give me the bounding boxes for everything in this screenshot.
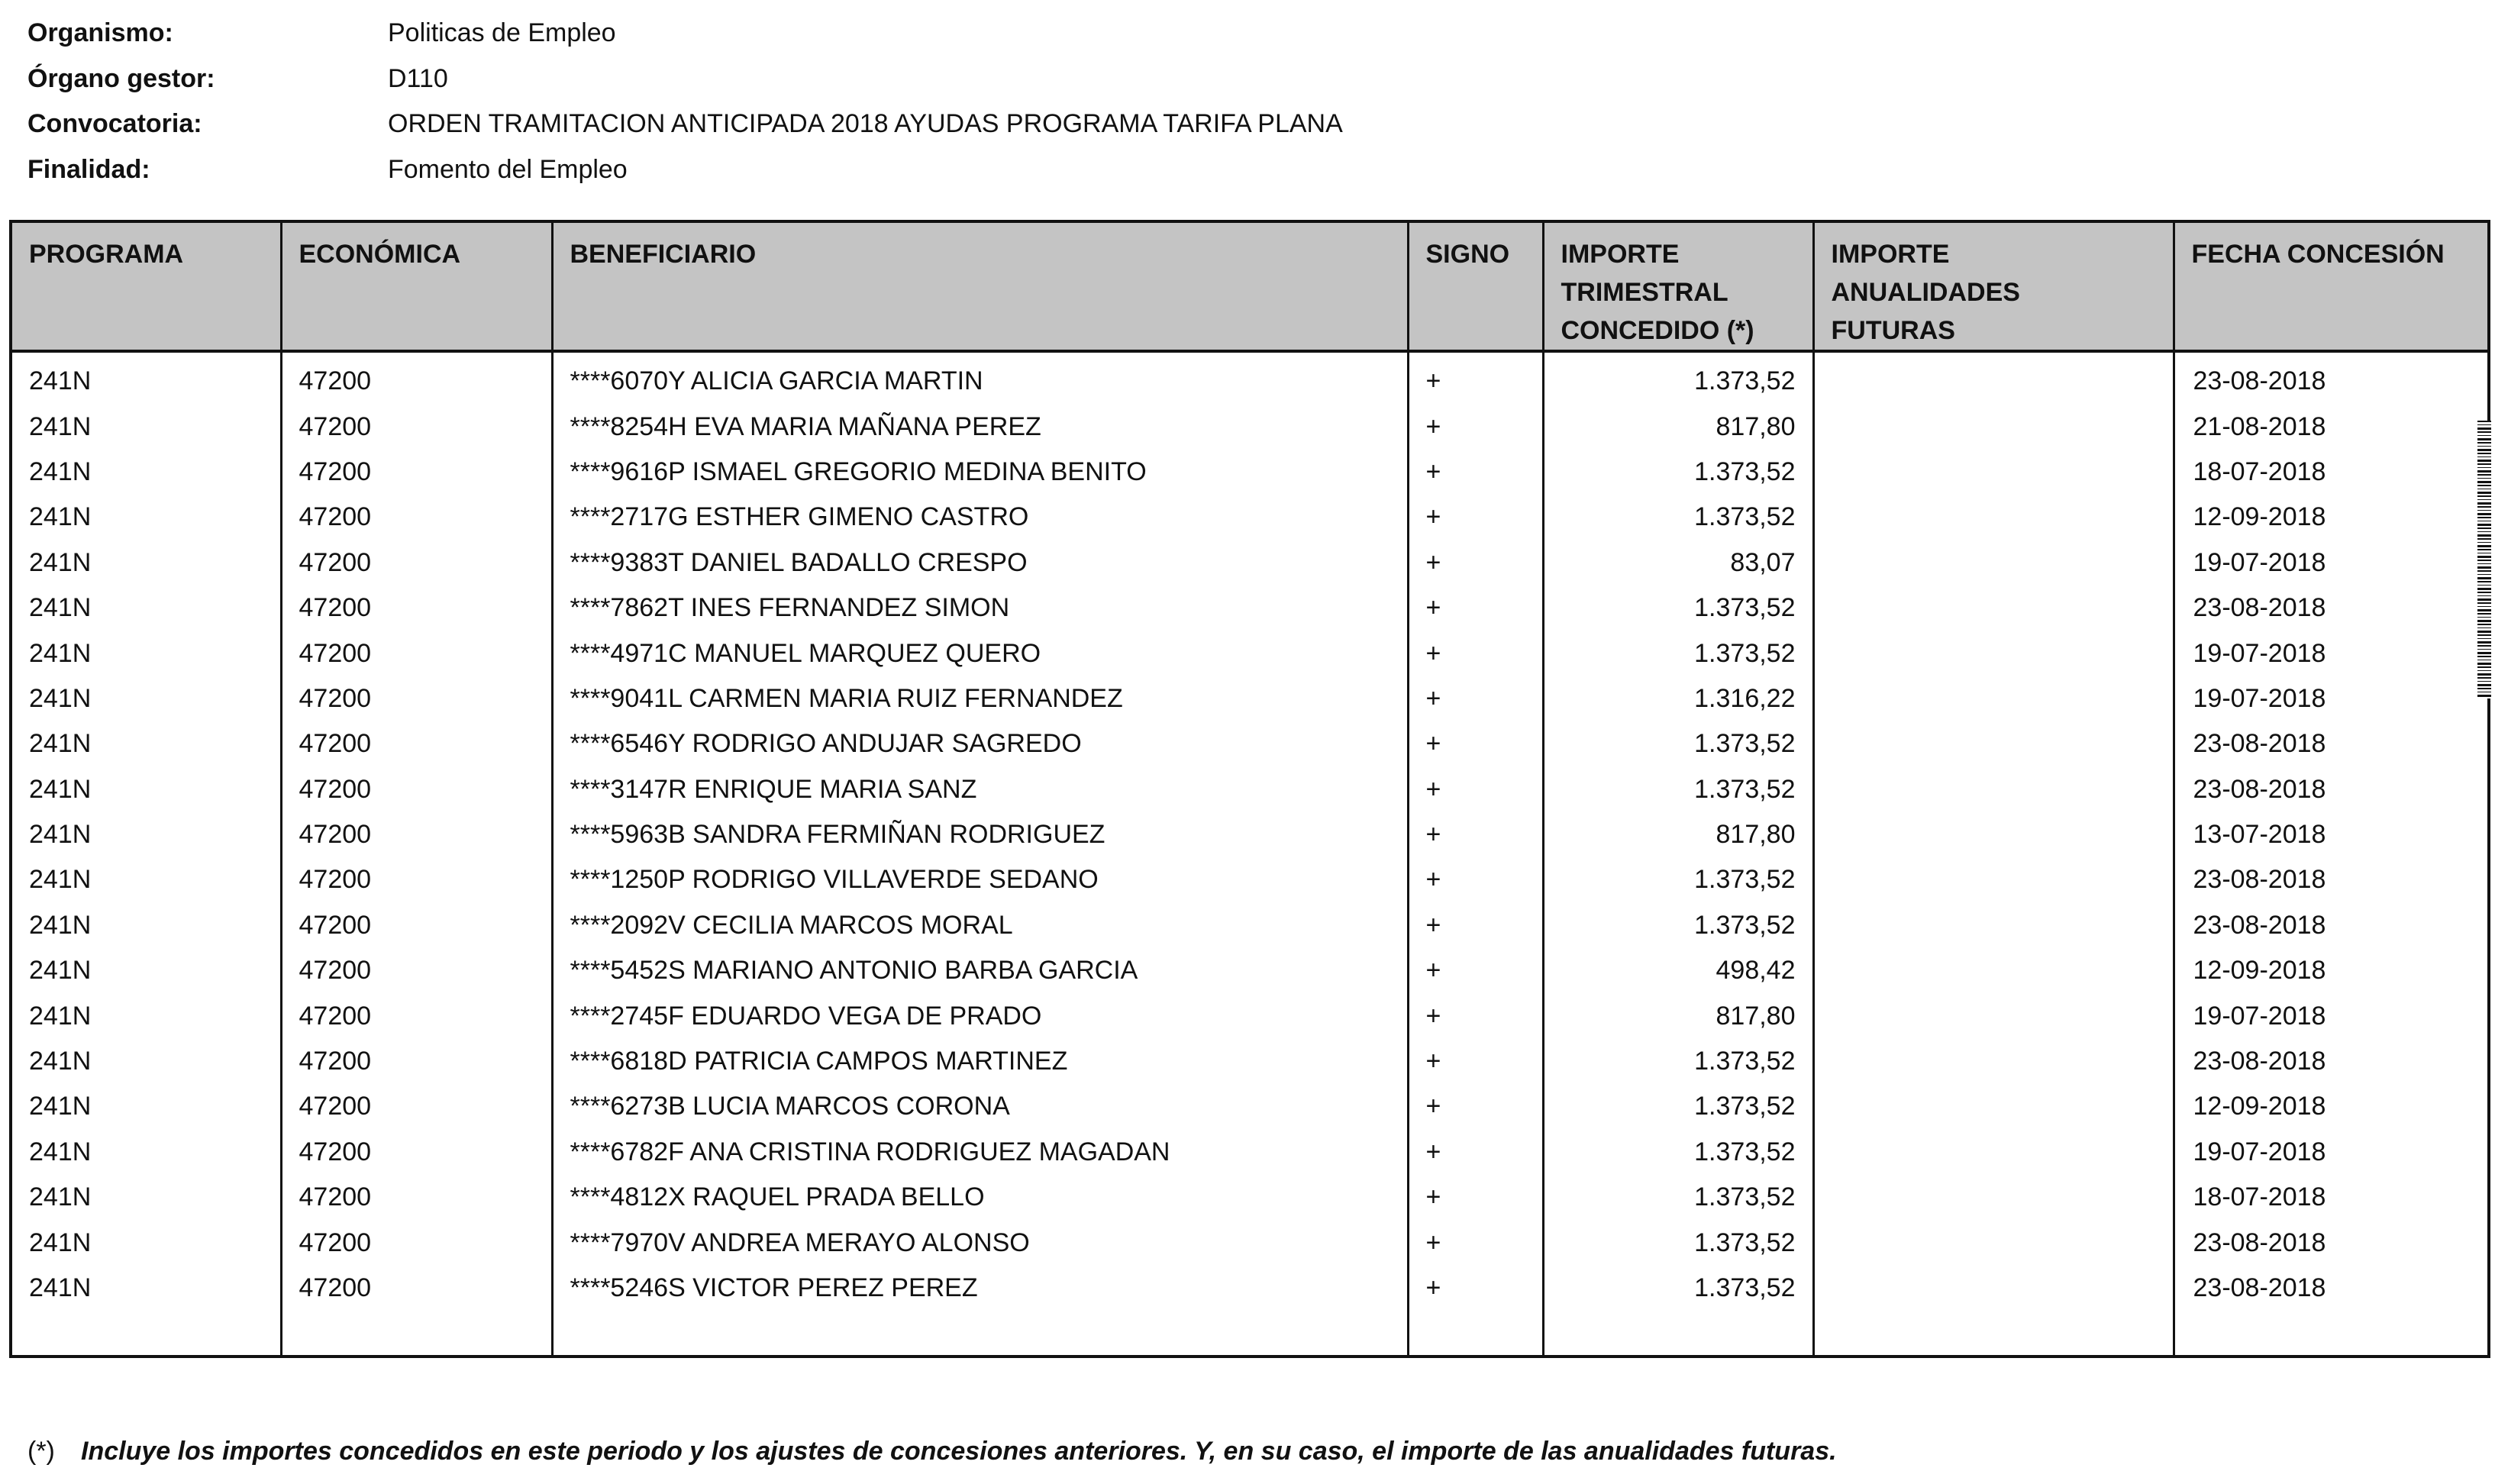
cell-importe: 817,80 xyxy=(1543,404,1813,449)
cell-signo: + xyxy=(1408,812,1543,857)
empty-cell xyxy=(11,1311,281,1357)
table-row xyxy=(11,903,2489,948)
cell-signo: + xyxy=(1408,351,1543,404)
cell-beneficiario: ****4812X RAQUEL PRADA BELLO xyxy=(552,1175,1408,1220)
cell-futuras xyxy=(1813,1220,2174,1265)
cell-economica: 47200 xyxy=(281,1220,552,1265)
cell-programa: 241N xyxy=(29,820,92,850)
cell-futuras xyxy=(1813,1175,2174,1220)
cell-fecha: 12-09-2018 xyxy=(2174,1084,2489,1129)
empty-cell xyxy=(1543,1311,1813,1357)
table-row xyxy=(11,1130,2489,1175)
cell-programa: 241N xyxy=(29,774,92,804)
cell-fecha: 23-08-2018 xyxy=(2174,351,2489,404)
cell-futuras xyxy=(1813,721,2174,766)
table-row xyxy=(11,450,2489,495)
cell-economica: 47200 xyxy=(281,903,552,948)
cell-economica: 47200 xyxy=(281,495,552,540)
cell-futuras xyxy=(1813,1039,2174,1084)
table-row xyxy=(11,1039,2489,1084)
cell-beneficiario: ****5963B SANDRA FERMIÑAN RODRIGUEZ xyxy=(552,812,1408,857)
cell-beneficiario: ****2745F EDUARDO VEGA DE PRADO xyxy=(552,993,1408,1038)
cell-beneficiario: ****2092V CECILIA MARCOS MORAL xyxy=(552,903,1408,948)
cell-programa: 241N xyxy=(29,1273,92,1302)
cell-economica: 47200 xyxy=(281,857,552,902)
cell-programa: 241N xyxy=(29,1228,92,1257)
table-row xyxy=(11,721,2489,766)
cell-futuras xyxy=(1813,495,2174,540)
cell-futuras xyxy=(1813,812,2174,857)
cell-fecha: 19-07-2018 xyxy=(2174,1130,2489,1175)
cell-importe: 1.373,52 xyxy=(1543,450,1813,495)
cell-signo: + xyxy=(1408,903,1543,948)
header-line: IMPORTE xyxy=(1831,240,1950,269)
cell-economica: 47200 xyxy=(281,767,552,812)
cell-programa: 241N xyxy=(29,1137,92,1166)
header-line: TRIMESTRAL xyxy=(1561,278,1728,307)
header-line: ANUALIDADES xyxy=(1831,278,2020,307)
table-spacer-row xyxy=(11,1311,2489,1357)
cell-signo: + xyxy=(1408,1220,1543,1265)
cell-beneficiario: ****4971C MANUEL MARQUEZ QUERO xyxy=(552,631,1408,676)
column-header-importe-trimestral xyxy=(1543,221,1813,351)
cell-importe: 1.373,52 xyxy=(1543,1175,1813,1220)
cell-importe: 1.373,52 xyxy=(1543,351,1813,404)
cell-importe: 1.373,52 xyxy=(1543,721,1813,766)
footnote-mark: (*) xyxy=(27,1437,55,1466)
cell-beneficiario: ****6782F ANA CRISTINA RODRIGUEZ MAGADAN xyxy=(552,1130,1408,1175)
cell-beneficiario: ****2717G ESTHER GIMENO CASTRO xyxy=(552,495,1408,540)
cell-importe: 1.373,52 xyxy=(1543,1130,1813,1175)
cell-programa: 241N xyxy=(29,502,92,532)
cell-beneficiario: ****1250P RODRIGO VILLAVERDE SEDANO xyxy=(552,857,1408,902)
cell-beneficiario: ****7862T INES FERNANDEZ SIMON xyxy=(552,586,1408,631)
cell-beneficiario: ****3147R ENRIQUE MARIA SANZ xyxy=(552,767,1408,812)
column-header-signo: SIGNO xyxy=(1408,221,1543,351)
cell-economica: 47200 xyxy=(281,1175,552,1220)
cell-futuras xyxy=(1813,993,2174,1038)
cell-signo: + xyxy=(1408,767,1543,812)
table-row xyxy=(11,812,2489,857)
cell-programa: 241N xyxy=(29,593,92,623)
cell-economica: 47200 xyxy=(281,586,552,631)
cell-beneficiario: ****9616P ISMAEL GREGORIO MEDINA BENITO xyxy=(552,450,1408,495)
cell-beneficiario: ****9041L CARMEN MARIA RUIZ FERNANDEZ xyxy=(552,676,1408,721)
cell-fecha: 19-07-2018 xyxy=(2174,993,2489,1038)
table-row xyxy=(11,404,2489,449)
cell-beneficiario: ****6546Y RODRIGO ANDUJAR SAGREDO xyxy=(552,721,1408,766)
header-line: CONCEDIDO (*) xyxy=(1561,316,1754,345)
cell-futuras xyxy=(1813,903,2174,948)
footnote xyxy=(27,1437,1837,1466)
cell-signo: + xyxy=(1408,1039,1543,1084)
cell-beneficiario: ****9383T DANIEL BADALLO CRESPO xyxy=(552,540,1408,586)
cell-fecha: 19-07-2018 xyxy=(2174,540,2489,586)
table-header-row xyxy=(11,221,2489,351)
table-row xyxy=(11,993,2489,1038)
table-row xyxy=(11,948,2489,993)
cell-futuras xyxy=(1813,1266,2174,1311)
cell-programa: 241N xyxy=(29,865,92,895)
cell-signo: + xyxy=(1408,586,1543,631)
cell-programa: 241N xyxy=(29,366,92,396)
meta-label: Finalidad: xyxy=(27,154,150,184)
cell-programa: 241N xyxy=(29,547,92,577)
column-header-economica: ECONÓMICA xyxy=(281,221,552,351)
meta-label: Organismo: xyxy=(27,18,173,48)
cell-beneficiario: ****6273B LUCIA MARCOS CORONA xyxy=(552,1084,1408,1129)
cell-signo: + xyxy=(1408,1130,1543,1175)
table-row xyxy=(11,1084,2489,1129)
cell-fecha: 18-07-2018 xyxy=(2174,450,2489,495)
cell-futuras xyxy=(1813,948,2174,993)
cell-fecha: 19-07-2018 xyxy=(2174,676,2489,721)
table-row xyxy=(11,857,2489,902)
table-row xyxy=(11,1266,2489,1311)
cell-economica: 47200 xyxy=(281,631,552,676)
header-line: FUTURAS xyxy=(1831,316,1955,345)
cell-signo: + xyxy=(1408,993,1543,1038)
empty-cell xyxy=(1813,1311,2174,1357)
cell-economica: 47200 xyxy=(281,812,552,857)
cell-fecha: 23-08-2018 xyxy=(2174,767,2489,812)
meta-row-convocatoria xyxy=(27,102,1343,147)
cell-economica: 47200 xyxy=(281,1039,552,1084)
cell-fecha: 23-08-2018 xyxy=(2174,586,2489,631)
empty-cell xyxy=(281,1311,552,1357)
cell-economica: 47200 xyxy=(281,948,552,993)
table-row xyxy=(11,351,2489,404)
cell-futuras xyxy=(1813,857,2174,902)
cell-beneficiario: ****6818D PATRICIA CAMPOS MARTINEZ xyxy=(552,1039,1408,1084)
cell-programa: 241N xyxy=(29,411,92,441)
cell-futuras xyxy=(1813,1084,2174,1129)
cell-programa: 241N xyxy=(29,956,92,986)
table-row xyxy=(11,676,2489,721)
cell-futuras xyxy=(1813,404,2174,449)
meta-value: Politicas de Empleo xyxy=(388,18,616,48)
column-header-programa: PROGRAMA xyxy=(11,221,281,351)
cell-programa: 241N xyxy=(29,729,92,759)
cell-signo: + xyxy=(1408,631,1543,676)
cell-importe: 1.373,52 xyxy=(1543,1266,1813,1311)
cell-fecha: 13-07-2018 xyxy=(2174,812,2489,857)
table-row xyxy=(11,586,2489,631)
cell-importe: 498,42 xyxy=(1543,948,1813,993)
meta-value: ORDEN TRAMITACION ANTICIPADA 2018 AYUDAS PROGRAMA TARIFA PLANA xyxy=(388,109,1343,139)
cell-fecha: 23-08-2018 xyxy=(2174,903,2489,948)
cell-fecha: 21-08-2018 xyxy=(2174,404,2489,449)
cell-economica: 47200 xyxy=(281,351,552,404)
empty-cell xyxy=(1408,1311,1543,1357)
column-header-importe-anualidades xyxy=(1813,221,2174,351)
cell-importe: 1.373,52 xyxy=(1543,1084,1813,1129)
cell-programa: 241N xyxy=(29,638,92,668)
table-row xyxy=(11,1220,2489,1265)
cell-signo: + xyxy=(1408,1266,1543,1311)
cell-futuras xyxy=(1813,676,2174,721)
cell-futuras xyxy=(1813,540,2174,586)
header-line: IMPORTE xyxy=(1561,240,1680,269)
cell-programa: 241N xyxy=(29,1047,92,1076)
meta-row-finalidad xyxy=(27,147,1343,193)
cell-importe: 1.373,52 xyxy=(1543,903,1813,948)
cell-signo: + xyxy=(1408,450,1543,495)
empty-cell xyxy=(2174,1311,2489,1357)
cell-fecha: 23-08-2018 xyxy=(2174,1039,2489,1084)
column-header-beneficiario: BENEFICIARIO xyxy=(552,221,1408,351)
cell-importe: 1.373,52 xyxy=(1543,495,1813,540)
cell-fecha: 12-09-2018 xyxy=(2174,495,2489,540)
cell-signo: + xyxy=(1408,1084,1543,1129)
barcode-mark xyxy=(2477,421,2491,698)
cell-importe: 83,07 xyxy=(1543,540,1813,586)
cell-importe: 1.373,52 xyxy=(1543,631,1813,676)
footnote-text: Incluye los importes concedidos en este periodo y los ajustes de concesiones anteriores. Y, en su caso, el importe de las anualidades futuras. xyxy=(81,1437,1837,1466)
cell-economica: 47200 xyxy=(281,404,552,449)
cell-economica: 47200 xyxy=(281,993,552,1038)
cell-programa: 241N xyxy=(29,683,92,713)
cell-beneficiario: ****5246S VICTOR PEREZ PEREZ xyxy=(552,1266,1408,1311)
cell-signo: + xyxy=(1408,676,1543,721)
cell-importe: 1.373,52 xyxy=(1543,1039,1813,1084)
table-row xyxy=(11,631,2489,676)
cell-importe: 1.373,52 xyxy=(1543,1220,1813,1265)
cell-fecha: 23-08-2018 xyxy=(2174,857,2489,902)
cell-futuras xyxy=(1813,450,2174,495)
cell-beneficiario: ****8254H EVA MARIA MAÑANA PEREZ xyxy=(552,404,1408,449)
cell-importe: 817,80 xyxy=(1543,812,1813,857)
cell-futuras xyxy=(1813,631,2174,676)
cell-programa: 241N xyxy=(29,1182,92,1212)
grants-table xyxy=(9,220,2490,1358)
cell-fecha: 12-09-2018 xyxy=(2174,948,2489,993)
cell-economica: 47200 xyxy=(281,721,552,766)
cell-economica: 47200 xyxy=(281,540,552,586)
meta-row-organismo xyxy=(27,11,1343,56)
table-row xyxy=(11,495,2489,540)
meta-label: Convocatoria: xyxy=(27,109,202,139)
table-body xyxy=(11,351,2489,1357)
cell-fecha: 18-07-2018 xyxy=(2174,1175,2489,1220)
cell-fecha: 23-08-2018 xyxy=(2174,721,2489,766)
cell-futuras xyxy=(1813,1130,2174,1175)
cell-beneficiario: ****6070Y ALICIA GARCIA MARTIN xyxy=(552,351,1408,404)
column-header-fecha: FECHA CONCESIÓN xyxy=(2174,221,2489,351)
cell-importe: 1.373,52 xyxy=(1543,857,1813,902)
cell-fecha: 19-07-2018 xyxy=(2174,631,2489,676)
empty-cell xyxy=(552,1311,1408,1357)
cell-importe: 1.373,52 xyxy=(1543,767,1813,812)
meta-value: D110 xyxy=(388,63,448,93)
cell-programa: 241N xyxy=(29,456,92,486)
meta-value: Fomento del Empleo xyxy=(388,154,628,184)
cell-economica: 47200 xyxy=(281,1130,552,1175)
meta-label: Órgano gestor: xyxy=(27,63,215,93)
table-row xyxy=(11,1175,2489,1220)
cell-signo: + xyxy=(1408,404,1543,449)
table-row xyxy=(11,767,2489,812)
meta-row-organo-gestor xyxy=(27,56,1343,102)
cell-signo: + xyxy=(1408,948,1543,993)
cell-importe: 1.316,22 xyxy=(1543,676,1813,721)
cell-fecha: 23-08-2018 xyxy=(2174,1266,2489,1311)
table-row xyxy=(11,540,2489,586)
cell-beneficiario: ****5452S MARIANO ANTONIO BARBA GARCIA xyxy=(552,948,1408,993)
cell-programa: 241N xyxy=(29,1092,92,1121)
cell-economica: 47200 xyxy=(281,1266,552,1311)
cell-programa: 241N xyxy=(29,1001,92,1031)
cell-beneficiario: ****7970V ANDREA MERAYO ALONSO xyxy=(552,1220,1408,1265)
cell-futuras xyxy=(1813,586,2174,631)
cell-signo: + xyxy=(1408,721,1543,766)
cell-economica: 47200 xyxy=(281,676,552,721)
cell-futuras xyxy=(1813,351,2174,404)
cell-signo: + xyxy=(1408,540,1543,586)
cell-economica: 47200 xyxy=(281,1084,552,1129)
cell-fecha: 23-08-2018 xyxy=(2174,1220,2489,1265)
cell-importe: 817,80 xyxy=(1543,993,1813,1038)
cell-signo: + xyxy=(1408,1175,1543,1220)
cell-importe: 1.373,52 xyxy=(1543,586,1813,631)
cell-futuras xyxy=(1813,767,2174,812)
cell-economica: 47200 xyxy=(281,450,552,495)
document-metadata xyxy=(27,11,1343,192)
cell-signo: + xyxy=(1408,495,1543,540)
cell-signo: + xyxy=(1408,857,1543,902)
cell-programa: 241N xyxy=(29,910,92,940)
